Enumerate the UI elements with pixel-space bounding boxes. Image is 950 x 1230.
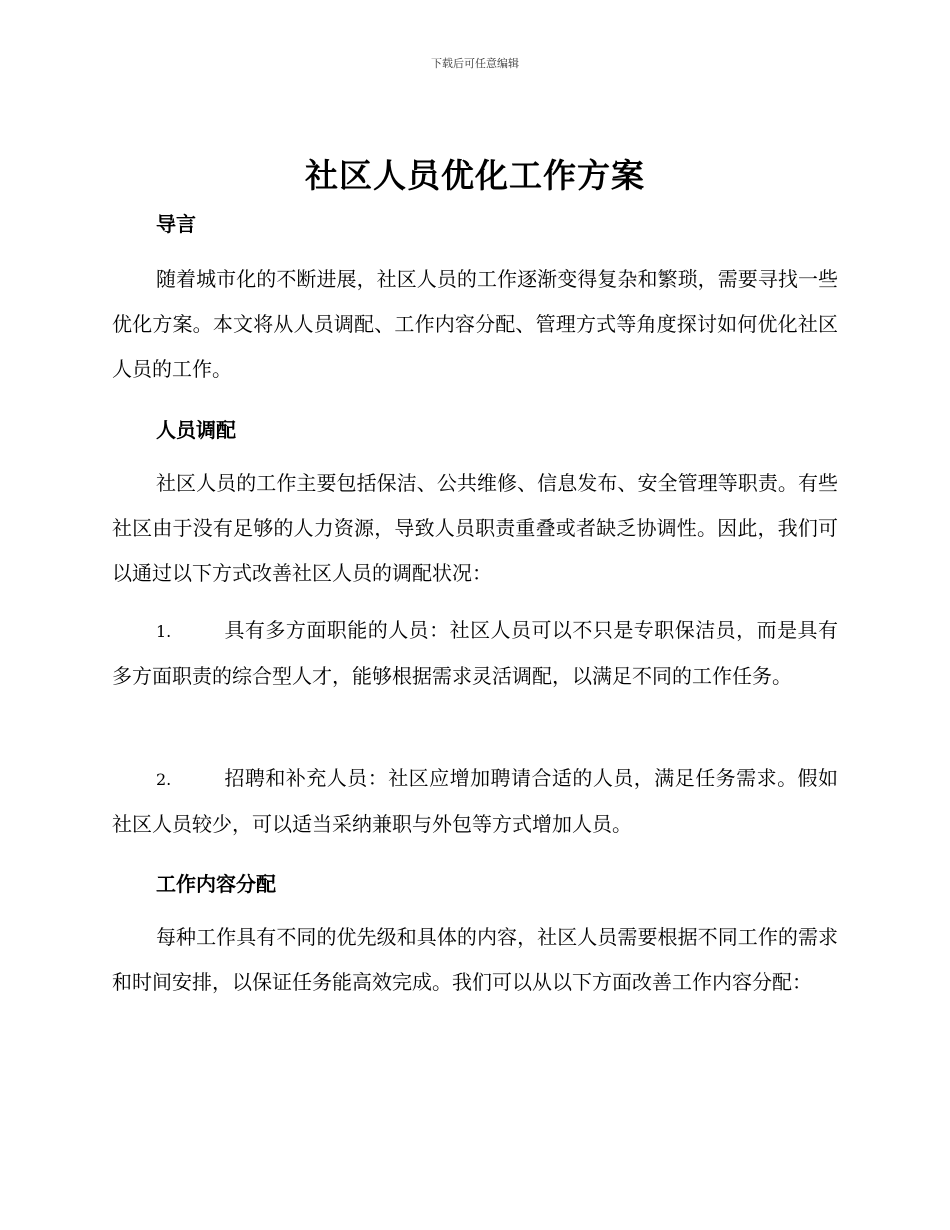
list-item-text: 招聘和补充人员：社区应增加聘请合适的人员，满足任务需求。假如社区人员较少，可以适当采纳兼职与外包等方式增加人员。 xyxy=(112,766,838,836)
list-item-number: 2. xyxy=(156,770,172,789)
list-item-text: 具有多方面职能的人员：社区人员可以不只是专职保洁员，而是具有多方面职责的综合型人才，能够根据需求灵活调配，以满足不同的工作任务。 xyxy=(112,618,838,688)
list-item xyxy=(112,608,838,699)
document-title: 社区人员优化工作方案 xyxy=(305,156,645,195)
section-paragraph-intro: 随着城市化的不断进展，社区人员的工作逐渐变得复杂和繁琐，需要寻找一些优化方案。本文将从人员调配、工作内容分配、管理方式等角度探讨如何优化社区人员的工作。 xyxy=(112,267,838,381)
section-heading-work-allocation: 工作内容分配 xyxy=(156,872,276,896)
list-item-number: 1. xyxy=(156,622,172,641)
section-paragraph-work-allocation: 每种工作具有不同的优先级和具体的内容，社区人员需要根据不同工作的需求和时间安排，以保证任务能高效完成。我们可以从以下方面改善工作内容分配： xyxy=(112,925,838,994)
section-heading-intro: 导言 xyxy=(156,212,196,236)
header-note: 下载后可任意编辑 xyxy=(431,57,519,70)
section-paragraph-staffing: 社区人员的工作主要包括保洁、公共维修、信息发布、安全管理等职责。有些社区由于没有足够的人力资源，导致人员职责重叠或者缺乏协调性。因此，我们可以通过以下方式改善社区人员的调配状况： xyxy=(112,471,838,585)
section-heading-staffing: 人员调配 xyxy=(156,418,236,442)
list-item xyxy=(112,756,838,847)
